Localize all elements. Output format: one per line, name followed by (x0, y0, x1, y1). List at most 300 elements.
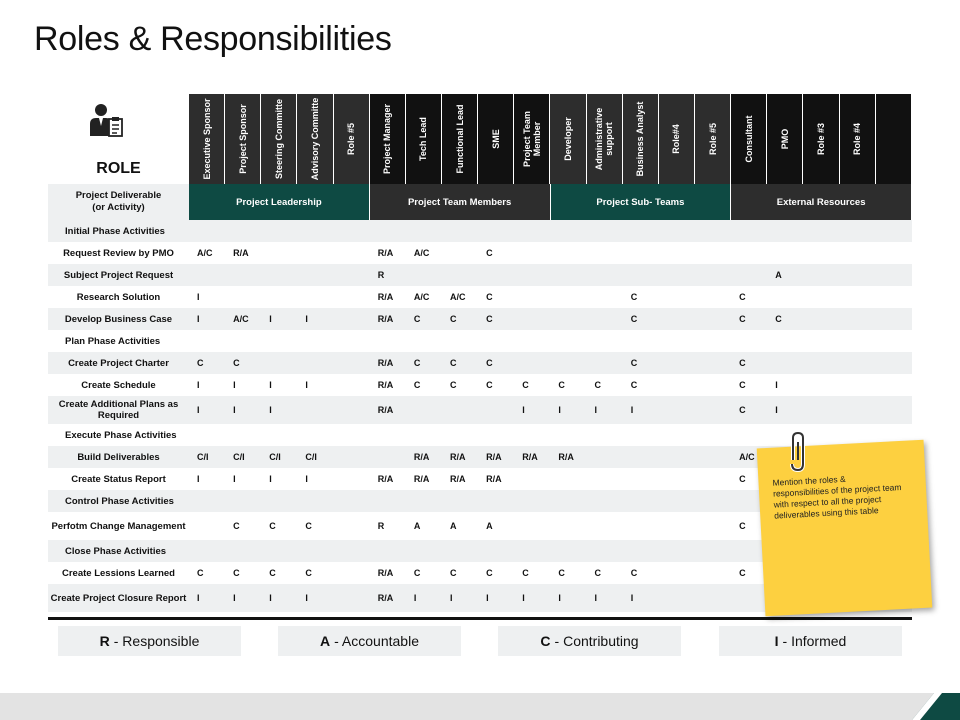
raci-cell: I (305, 474, 308, 484)
raci-cell: I (522, 405, 525, 415)
raci-cell: I (558, 405, 561, 415)
phase-label: Initial Phase Activities (65, 225, 165, 237)
raci-cell (840, 264, 876, 286)
raci-cell (550, 512, 586, 540)
raci-cell: R (377, 270, 385, 280)
raci-cell (514, 308, 550, 330)
deliverable-label: Create Additional Plans as Required (58, 399, 179, 421)
column-header (803, 94, 839, 184)
raci-cell (659, 562, 695, 584)
raci-cell: C (449, 380, 457, 390)
raci-cell: I (305, 314, 308, 324)
raci-cell (695, 352, 731, 374)
raci-cell: A (413, 521, 421, 531)
raci-cell: I (233, 474, 236, 484)
page-title: Roles & Responsibilities (34, 20, 392, 58)
raci-cell (442, 396, 478, 424)
raci-cell: C (486, 358, 493, 368)
raci-cell: C (413, 314, 421, 324)
raci-cell: C (197, 568, 204, 578)
raci-cell: R (377, 521, 385, 531)
group-header: Project Sub- Teams (551, 184, 732, 220)
raci-cell: C/I (197, 452, 209, 462)
column-header (623, 94, 659, 184)
raci-cell: I (305, 593, 308, 603)
column-header (189, 94, 225, 184)
column-header-label: Developer (562, 117, 573, 161)
raci-cell: I (630, 593, 634, 603)
raci-cell (514, 352, 550, 374)
raci-cell (370, 446, 406, 468)
column-header (731, 94, 767, 184)
raci-cell: C (486, 248, 493, 258)
raci-cell: I (233, 405, 236, 415)
raci-cell (731, 242, 767, 264)
raci-cell (659, 396, 695, 424)
phase-row (48, 330, 912, 352)
raci-cell (840, 308, 876, 330)
raci-cell (334, 468, 370, 490)
raci-cell (478, 264, 514, 286)
raci-cell (261, 286, 297, 308)
column-header-label: Project Team Member (521, 111, 542, 167)
raci-cell: R/A (377, 292, 394, 302)
raci-cell: C (594, 568, 602, 578)
raci-cell: A/C (233, 314, 249, 324)
raci-cell (587, 352, 623, 374)
raci-cell (442, 264, 478, 286)
raci-cell: I (775, 380, 778, 390)
column-header-label: Tech Lead (418, 117, 429, 161)
raci-cell (876, 242, 912, 264)
raci-cell: I (269, 474, 272, 484)
table-row (48, 396, 912, 424)
role-label: ROLE (96, 160, 141, 177)
raci-cell: R/A (377, 380, 394, 390)
legend-accountable (278, 626, 461, 656)
raci-cell: R/A (413, 474, 430, 484)
legend-text: - Responsible (113, 633, 200, 649)
legend-key: C (540, 633, 551, 649)
raci-cell: C (413, 380, 421, 390)
raci-cell (550, 264, 586, 286)
raci-cell (334, 562, 370, 584)
raci-cell: C (739, 568, 746, 578)
raci-cell: C (233, 521, 240, 531)
raci-cell (659, 512, 695, 540)
raci-cell: R/A (377, 593, 394, 603)
column-header (550, 94, 586, 184)
column-header-label: Business Analyst (635, 101, 646, 177)
footer-bar (0, 693, 960, 720)
phase-label: Execute Phase Activities (65, 429, 177, 441)
raci-cell (659, 242, 695, 264)
raci-cell: C (522, 568, 529, 578)
raci-cell (261, 264, 297, 286)
legend-responsible (58, 626, 241, 656)
raci-cell: A/C (197, 248, 213, 258)
raci-cell (803, 308, 839, 330)
raci-cell: I (449, 593, 453, 603)
raci-cell (297, 286, 333, 308)
raci-cell: R/A (377, 568, 394, 578)
raci-cell: C/I (233, 452, 245, 462)
raci-cell: A/C (413, 248, 430, 258)
raci-cell (840, 286, 876, 308)
raci-cell (225, 264, 261, 286)
column-header-label: Administrative support (594, 107, 615, 171)
column-header-label: Role #4 (852, 123, 863, 156)
raci-cell (767, 352, 803, 374)
raci-cell (876, 264, 912, 286)
raci-cell (550, 352, 586, 374)
table-row (48, 264, 912, 286)
raci-cell: C (630, 568, 638, 578)
raci-cell (876, 396, 912, 424)
deliverable-label: Request Review by PMO (63, 247, 174, 259)
raci-cell: C (739, 380, 746, 390)
raci-cell (334, 446, 370, 468)
raci-cell: R/A (377, 358, 394, 368)
column-header-label: Role #3 (815, 123, 826, 156)
legend-key: R (99, 633, 110, 649)
legend-informed (719, 626, 902, 656)
raci-cell (876, 374, 912, 396)
raci-cell (334, 264, 370, 286)
group-header: Project Leadership (189, 184, 370, 220)
deliverable-label: Create Project Closure Report (50, 592, 187, 604)
raci-cell: C (630, 292, 638, 302)
role-header (48, 94, 189, 184)
raci-cell: C/I (269, 452, 281, 462)
raci-cell (587, 242, 623, 264)
raci-cell (803, 374, 839, 396)
raci-cell (623, 446, 659, 468)
raci-cell (623, 468, 659, 490)
raci-cell: C (630, 380, 638, 390)
group-header: External Resources (731, 184, 912, 220)
raci-cell: A (775, 270, 782, 280)
raci-cell (876, 308, 912, 330)
raci-cell (550, 468, 586, 490)
raci-cell: I (594, 593, 598, 603)
deliverable-label: Perfotm Change Management (51, 520, 186, 532)
column-header (876, 94, 912, 184)
raci-cell: C (449, 358, 457, 368)
column-header-label: Project Manager (382, 103, 393, 175)
raci-cell (803, 396, 839, 424)
raci-cell: R/A (558, 452, 574, 462)
raci-cell: I (522, 593, 525, 603)
deliverable-label: Research Solution (76, 291, 161, 303)
raci-cell (695, 468, 731, 490)
person-clipboard-icon (88, 102, 128, 142)
column-header (334, 94, 370, 184)
raci-cell: C (630, 358, 638, 368)
raci-cell: C (594, 380, 602, 390)
raci-cell: R/A (377, 248, 394, 258)
raci-cell (731, 264, 767, 286)
raci-cell (767, 286, 803, 308)
raci-cell (514, 242, 550, 264)
column-header (261, 94, 297, 184)
raci-cell: R/A (377, 474, 394, 484)
raci-cell (695, 286, 731, 308)
raci-cell: C (197, 358, 204, 368)
raci-cell: R/A (377, 405, 394, 415)
column-header-label: Consultant (743, 115, 754, 163)
column-header-label: Role#4 (671, 124, 682, 154)
legend-key: I (774, 633, 779, 649)
raci-cell (840, 352, 876, 374)
raci-cell: C (486, 568, 493, 578)
column-header (587, 94, 623, 184)
raci-cell: C (449, 568, 457, 578)
legend-key: A (320, 633, 331, 649)
raci-cell: I (775, 405, 778, 415)
legend-text: - Accountable (334, 633, 419, 649)
raci-cell (659, 308, 695, 330)
column-header-label: Role #5 (346, 123, 357, 156)
column-header (840, 94, 876, 184)
deliverable-label: Create Project Charter (68, 357, 169, 369)
raci-cell (876, 352, 912, 374)
sticky-note (757, 440, 933, 617)
raci-cell: C (739, 405, 746, 415)
raci-cell (695, 308, 731, 330)
table-row (48, 374, 912, 396)
column-header-label: Steering Committe (273, 99, 284, 180)
raci-cell: I (630, 405, 634, 415)
raci-cell (550, 242, 586, 264)
raci-cell: C (739, 358, 746, 368)
deliverable-label: Create Schedule (81, 379, 156, 391)
raci-cell (406, 396, 442, 424)
raci-cell (225, 286, 261, 308)
column-header-label: Role #5 (707, 123, 718, 156)
raci-cell (514, 264, 550, 286)
table-row (48, 242, 912, 264)
column-header (370, 94, 406, 184)
raci-cell: A (486, 521, 493, 531)
table-row (48, 352, 912, 374)
raci-cell: C (233, 568, 240, 578)
raci-cell: C (486, 314, 493, 324)
raci-cell (695, 242, 731, 264)
raci-cell (334, 242, 370, 264)
raci-cell (514, 468, 550, 490)
deliverable-label: Create Status Report (71, 473, 166, 485)
raci-cell: I (594, 405, 598, 415)
raci-cell (840, 374, 876, 396)
raci-cell (695, 374, 731, 396)
raci-cell: I (486, 593, 489, 603)
raci-cell: C (269, 521, 276, 531)
raci-cell (803, 242, 839, 264)
raci-cell: R/A (413, 452, 430, 462)
column-header-label: Executive Sponsor (201, 98, 212, 180)
raci-cell: R/A (449, 452, 466, 462)
raci-cell (695, 396, 731, 424)
column-header (767, 94, 803, 184)
raci-cell (297, 242, 333, 264)
raci-cell: R/A (449, 474, 466, 484)
raci-cell (695, 446, 731, 468)
raci-cell: I (269, 405, 272, 415)
raci-cell (803, 286, 839, 308)
raci-cell (659, 446, 695, 468)
raci-cell: C (558, 568, 565, 578)
raci-cell (406, 264, 442, 286)
raci-cell: I (233, 380, 236, 390)
raci-cell: I (197, 474, 200, 484)
raci-cell (587, 286, 623, 308)
raci-cell (803, 352, 839, 374)
phase-label: Plan Phase Activities (65, 335, 161, 347)
raci-cell: I (197, 593, 200, 603)
raci-cell: C (449, 314, 457, 324)
raci-cell (261, 352, 297, 374)
raci-cell: C (739, 474, 746, 484)
raci-cell (623, 264, 659, 286)
raci-cell (587, 308, 623, 330)
raci-cell (189, 512, 225, 540)
raci-cell (261, 242, 297, 264)
raci-cell: C (739, 292, 746, 302)
paperclip-icon (786, 430, 810, 474)
raci-cell (334, 286, 370, 308)
raci-cell (767, 242, 803, 264)
deliverable-header-line1: Project Deliverable (75, 190, 162, 201)
raci-cell (623, 242, 659, 264)
raci-cell (478, 396, 514, 424)
raci-cell (334, 584, 370, 612)
deliverable-header-line2: (or Activity) (92, 202, 145, 213)
raci-cell: A/C (413, 292, 430, 302)
phase-label: Control Phase Activities (65, 495, 174, 507)
raci-cell: R/A (486, 452, 502, 462)
column-header (514, 94, 550, 184)
raci-cell: A/C (739, 452, 755, 462)
raci-cell: C (486, 380, 493, 390)
raci-cell (659, 374, 695, 396)
raci-cell: I (197, 314, 200, 324)
raci-cell: I (269, 593, 272, 603)
raci-cell (587, 264, 623, 286)
column-header (478, 94, 514, 184)
deliverable-label: Develop Business Case (64, 313, 173, 325)
raci-cell (695, 562, 731, 584)
column-headers (189, 94, 912, 184)
table-row (48, 286, 912, 308)
raci-cell (695, 264, 731, 286)
raci-cell: C (522, 380, 529, 390)
legend-text: - Contributing (554, 633, 639, 649)
column-header-label: Functional Lead (454, 104, 465, 174)
raci-cell (587, 468, 623, 490)
column-header (406, 94, 442, 184)
raci-cell (587, 512, 623, 540)
raci-cell (695, 512, 731, 540)
deliverable-label: Create Lessions Learned (62, 567, 175, 579)
raci-cell: I (197, 380, 200, 390)
raci-cell (876, 286, 912, 308)
column-header (297, 94, 333, 184)
raci-cell (550, 286, 586, 308)
raci-cell (659, 584, 695, 612)
raci-cell (623, 512, 659, 540)
raci-cell: C (413, 568, 421, 578)
raci-cell (297, 352, 333, 374)
raci-cell: I (413, 593, 417, 603)
raci-cell (297, 264, 333, 286)
footer-corner-accent (912, 693, 960, 720)
raci-cell (587, 446, 623, 468)
raci-cell: I (305, 380, 308, 390)
raci-cell (659, 286, 695, 308)
raci-cell: C (775, 314, 782, 324)
raci-cell (659, 468, 695, 490)
raci-cell: C (630, 314, 638, 324)
deliverable-header (48, 184, 189, 220)
raci-cell: A/C (449, 292, 466, 302)
raci-cell (442, 242, 478, 264)
raci-cell (840, 396, 876, 424)
phase-label: Close Phase Activities (65, 545, 167, 557)
raci-cell: I (197, 405, 200, 415)
raci-cell (695, 584, 731, 612)
raci-cell: C (558, 380, 565, 390)
column-header-label: SME (490, 129, 501, 149)
raci-cell (334, 512, 370, 540)
raci-cell: I (233, 593, 236, 603)
raci-cell: C (305, 568, 312, 578)
raci-cell (334, 374, 370, 396)
column-header (659, 94, 695, 184)
raci-cell: C (413, 358, 421, 368)
raci-cell (514, 286, 550, 308)
column-header (442, 94, 478, 184)
raci-cell: R/A (233, 248, 249, 258)
raci-cell (334, 396, 370, 424)
raci-cell (731, 584, 767, 612)
column-header-label: Project Sponsor (237, 104, 248, 174)
raci-cell (189, 264, 225, 286)
column-header (695, 94, 731, 184)
table-row (48, 308, 912, 330)
deliverable-label: Build Deliverables (77, 451, 160, 463)
raci-cell (297, 396, 333, 424)
raci-cell (514, 512, 550, 540)
raci-cell (803, 264, 839, 286)
raci-cell: C (305, 521, 312, 531)
raci-cell: C (486, 292, 493, 302)
column-header (225, 94, 261, 184)
raci-cell: C (739, 521, 746, 531)
column-header-label: PMO (779, 128, 790, 150)
raci-cell: R/A (522, 452, 538, 462)
raci-cell (334, 352, 370, 374)
phase-row (48, 220, 912, 242)
raci-cell: C (269, 568, 276, 578)
raci-cell (659, 264, 695, 286)
table-bottom-rule (48, 617, 912, 620)
raci-cell: I (197, 292, 200, 302)
raci-cell: R/A (377, 314, 394, 324)
raci-cell: C/I (305, 452, 317, 462)
raci-cell: C (739, 314, 746, 324)
raci-cell: A (449, 521, 457, 531)
